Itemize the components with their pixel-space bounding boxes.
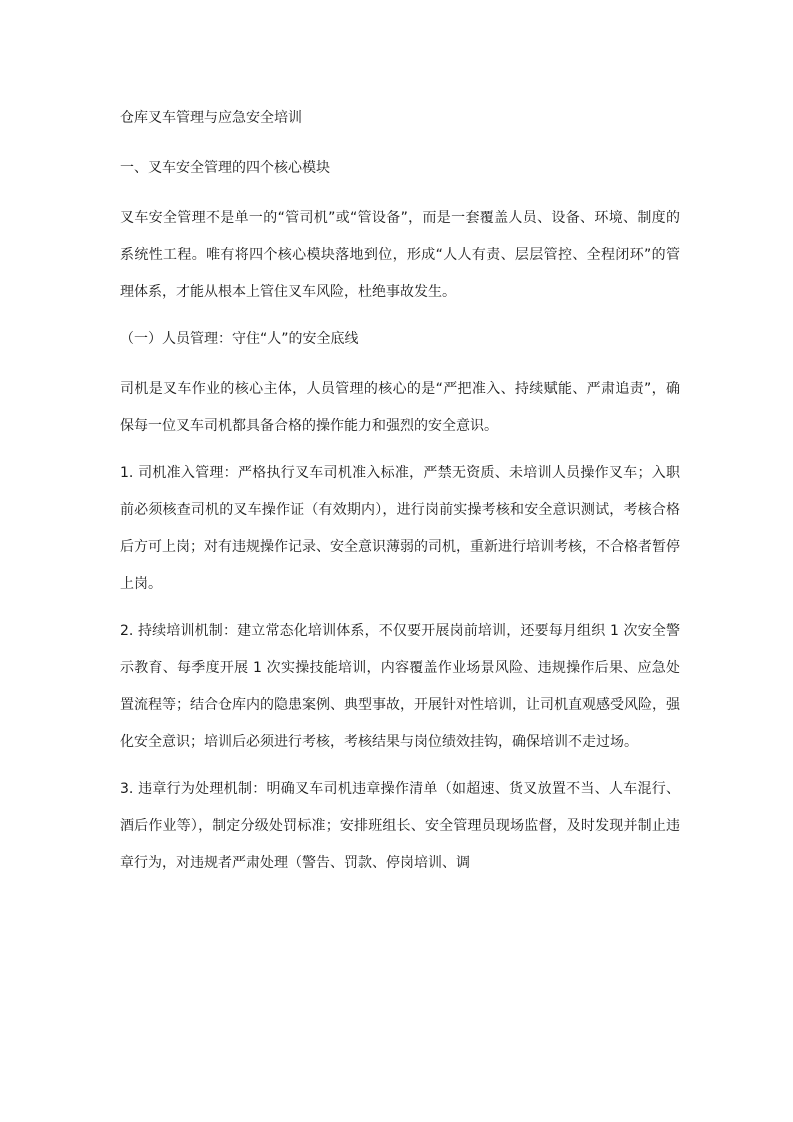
list-item-violation-handling: 3. 违章行为处理机制：明确叉车司机违章操作清单（如超速、货叉放置不当、人车混行、酒后作业等），制定分级处罚标准；安排班组长、安全管理员现场监督，及时发现并制止违章行为，对违规者严肃处理（警告、罚款、停岗培训、调 xyxy=(120,781,680,871)
document-body xyxy=(120,100,680,892)
subsection-heading: （一）人员管理：守住“人”的安全底线 xyxy=(120,331,359,347)
intro-paragraph: 叉车安全管理不是单一的“管司机”或“管设备”，而是一套覆盖人员、设备、环境、制度的系统性工程。唯有将四个核心模块落地到位，形成“人人有责、层层管控、全程闭环”的管理体系，才能从根本上管住叉车风险，杜绝事故发生。 xyxy=(120,210,680,300)
subsection-intro-paragraph: 司机是叉车作业的核心主体，人员管理的核心的是“严把准入、持续赋能、严肃追责”，确保每一位叉车司机都具备合格的操作能力和强烈的安全意识。 xyxy=(120,381,680,434)
document-title: 仓库叉车管理与应急安全培训 xyxy=(120,110,302,126)
section-heading: 一、叉车安全管理的四个核心模块 xyxy=(120,160,330,176)
list-item-driver-admission: 1. 司机准入管理：严格执行叉车司机准入标准，严禁无资质、未培训人员操作叉车；入职前必须核查司机的叉车操作证（有效期内），进行岗前实操考核和安全意识测试，考核合格后方可上岗；对有违规操作记录、安全意识薄弱的司机，重新进行培训考核，不合格者暂停上岗。 xyxy=(120,465,680,592)
list-item-continuous-training: 2. 持续培训机制：建立常态化培训体系，不仅要开展岗前培训，还要每月组织 1 次安全警示教育、每季度开展 1 次实操技能培训，内容覆盖作业场景风险、违规操作后果、应急处置流程等；结合仓库内的隐患案例、典型事故，开展针对性培训，让司机直观感受风险，强化安全意识；培训后必须进行考核，考核结果与岗位绩效挂钩，确保培训不走过场。 xyxy=(120,623,680,750)
